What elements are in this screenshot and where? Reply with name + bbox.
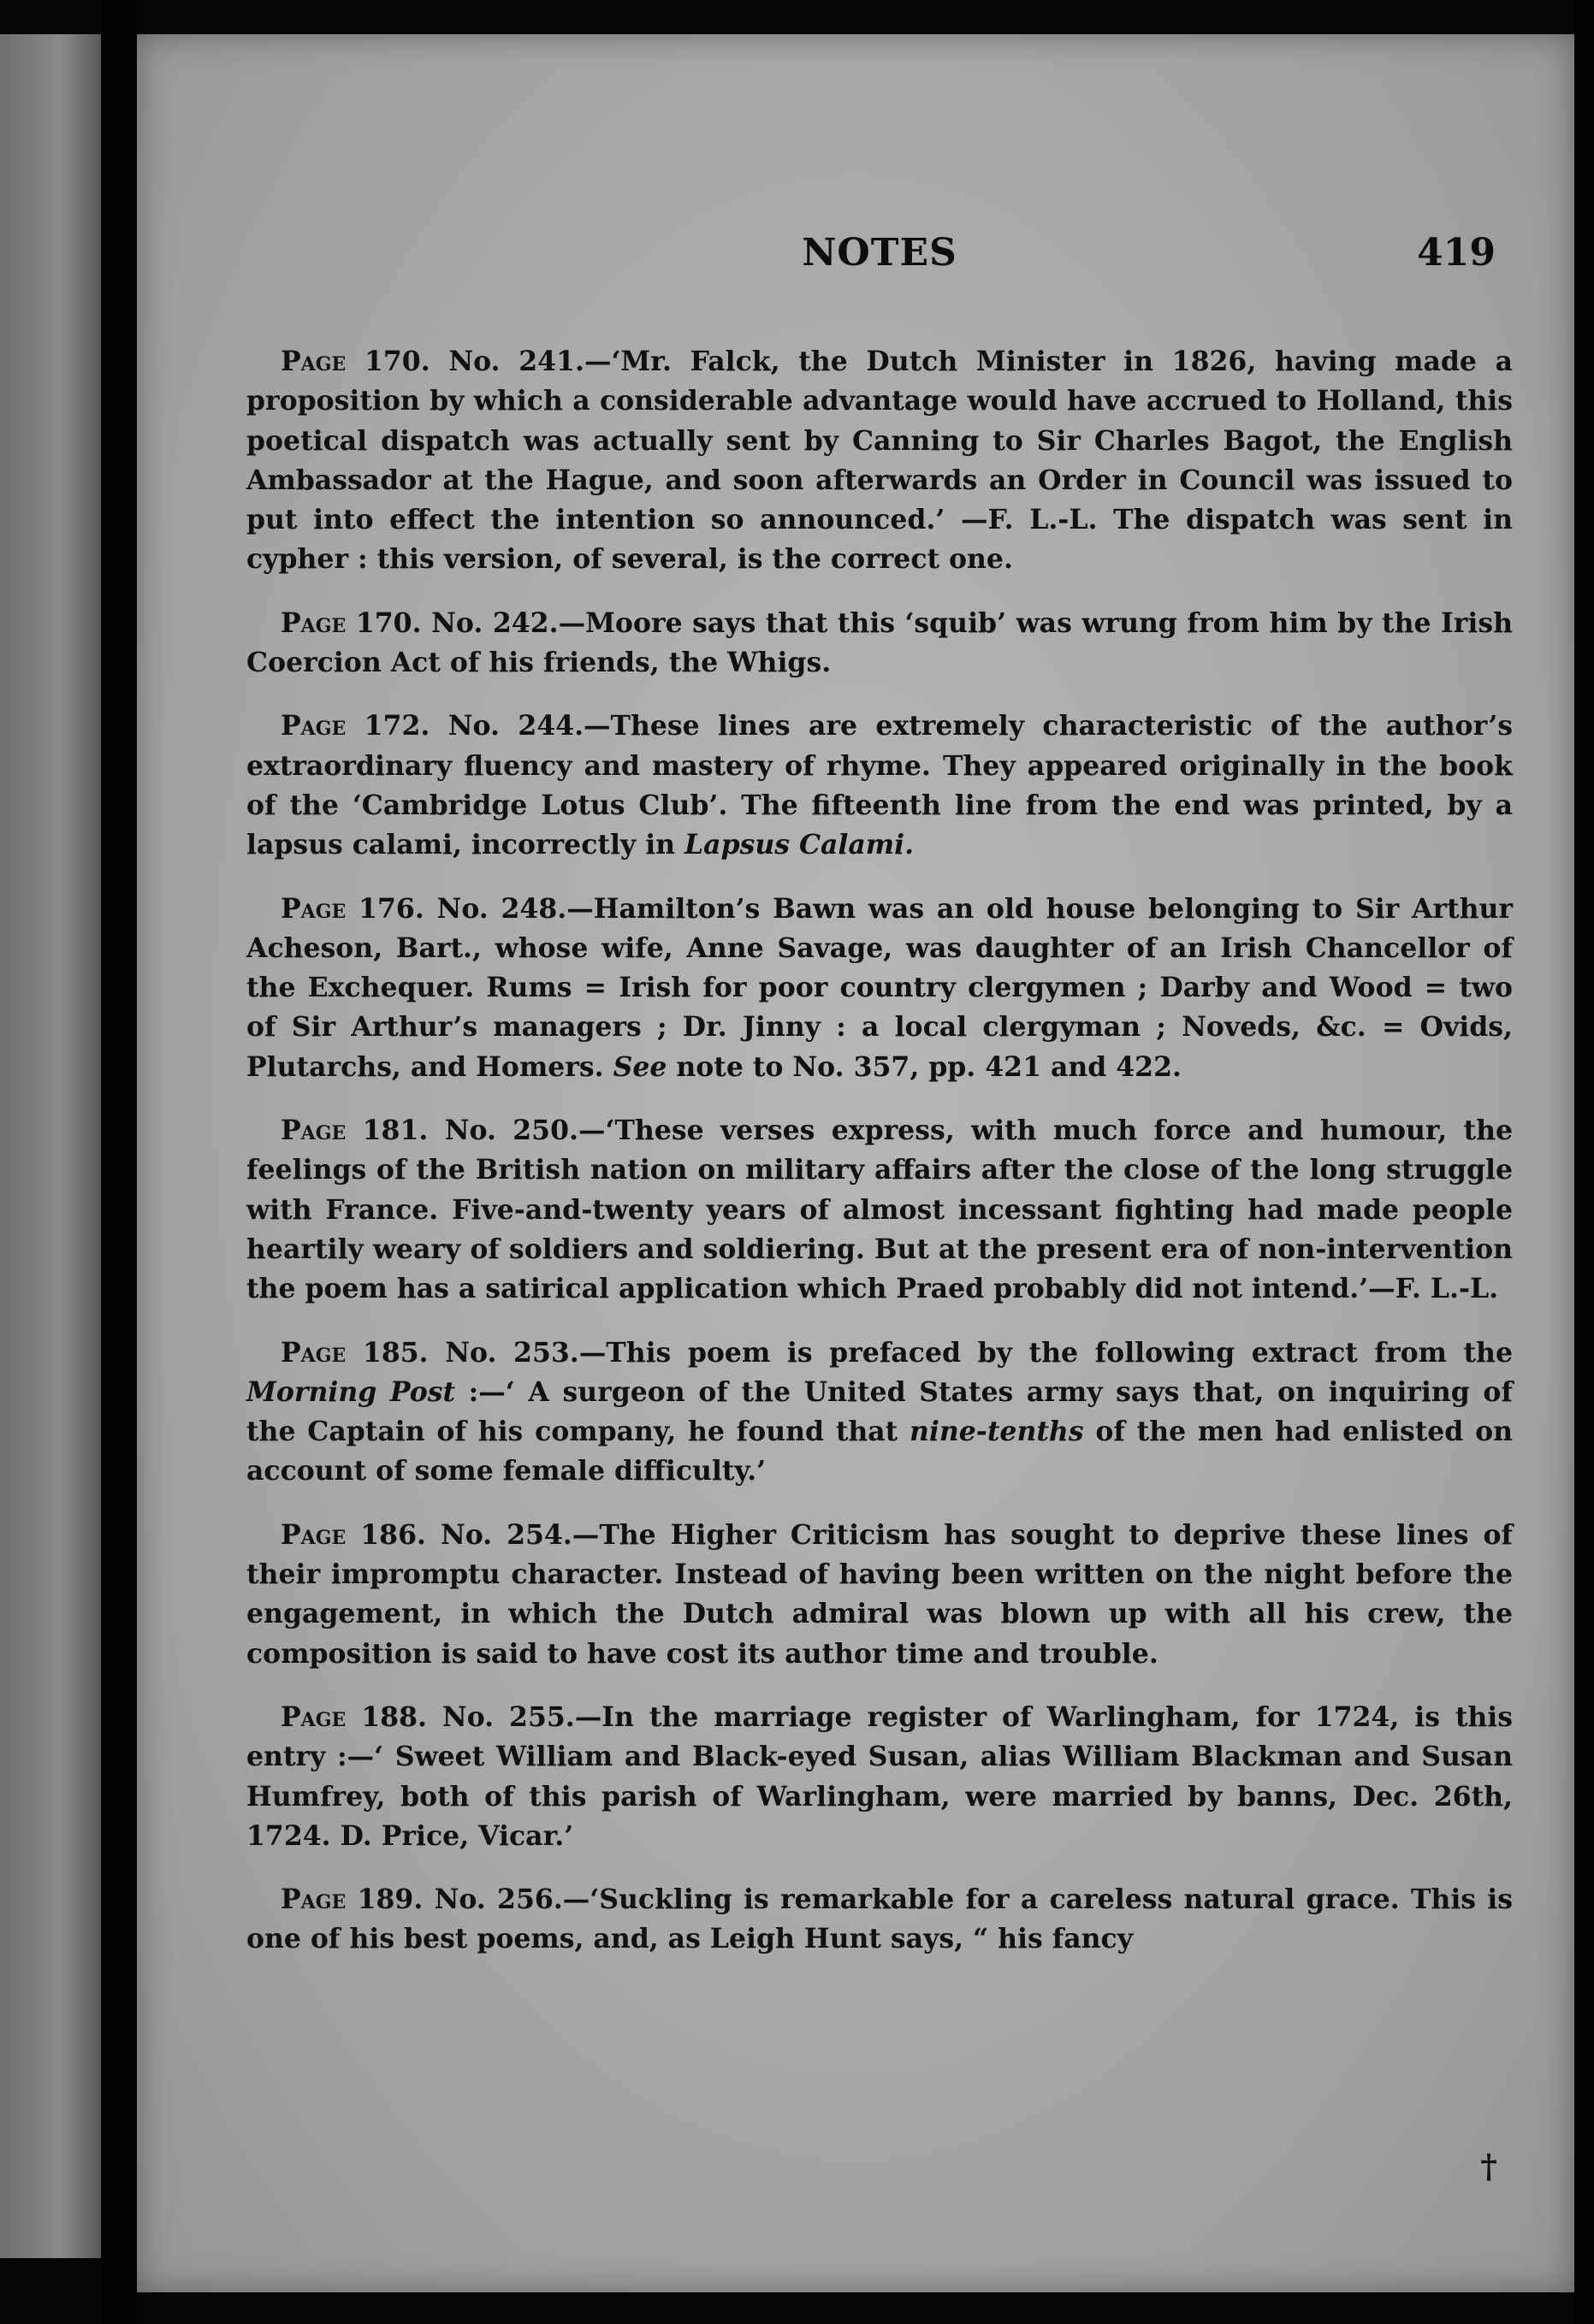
note-italic-text: nine-tenths xyxy=(910,1416,1084,1448)
note-paragraph xyxy=(246,890,1513,1087)
note-paragraph xyxy=(246,1880,1513,1960)
note-page-ref: Page 185. xyxy=(281,1336,429,1369)
note-text: —‘Suckling is remarkable for a careless natural grace. This is one of his best poems, and, as Leigh Hunt says, “ his fancy xyxy=(246,1883,1513,1955)
note-text: —This poem is prefaced by the following extract from the xyxy=(578,1336,1513,1369)
note-number: No. 241. xyxy=(448,346,584,377)
note-page-ref: Page 189. xyxy=(281,1883,424,1916)
note-paragraph xyxy=(246,1516,1513,1674)
notes-body xyxy=(246,342,1513,1984)
note-number: No. 254. xyxy=(440,1518,572,1551)
note-paragraph xyxy=(246,707,1513,865)
note-text: note to No. 357, pp. 421 and 422. xyxy=(667,1050,1182,1083)
note-number: No. 253. xyxy=(445,1336,579,1369)
note-text: —‘These verses express, with much force and humour, the feelings of the British nation on military affairs after the close of the long struggle with France. Five-and-twenty years of almost incessant fighting had made people heartily weary of soldiers and soldiering. But at the present era of non-intervention the poem has a satirical application which Praed probably did not intend.’—F. L.-L. xyxy=(246,1115,1514,1305)
scan-border xyxy=(1574,0,1594,2324)
note-number: No. 255. xyxy=(441,1700,575,1733)
note-italic-text: Morning Post xyxy=(246,1375,456,1408)
note-text: —In the marriage register of Warlingham, for 1724, is this entry :—‘ Sweet William and Black-eyed Susan, alias William Blackman and Susan Humfrey, both of this parish of Warlingham, were married by banns, Dec. 26th, 1724. D. Price, Vicar.’ xyxy=(246,1700,1514,1852)
note-text: :—‘ A surgeon of the United States army says that, on inquiring of the Captain of his company, he found that xyxy=(246,1375,1513,1448)
note-page-ref: Page 170. xyxy=(281,346,430,377)
note-number: No. 256. xyxy=(434,1883,563,1916)
note-page-ref: Page 186. xyxy=(281,1518,426,1551)
note-page-ref: Page 170. xyxy=(281,606,422,639)
note-text: —The Higher Criticism has sought to deprive these lines of their impromptu character. Instead of having been written on the night before the engagement, in which the Dutch admiral was blown up with all his crew, the composition is said to have cost its author time and trouble. xyxy=(246,1518,1514,1670)
note-text: —Hamilton’s Bawn was an old house belonging to Sir Arthur Acheson, Bart., whose wife, Anne Savage, was daughter of an Irish Chancellor of the Exchequer. Rums = Irish for poor country clergymen ; Darby and Wood = two of Sir Arthur’s managers ; Dr. Jinny : a local clergyman ; Noveds, &c. = Ovids, Plutarchs, and Homers. xyxy=(246,892,1513,1083)
note-number: No. 250. xyxy=(444,1115,578,1147)
note-italic-text: Lapsus Calami. xyxy=(684,829,915,861)
note-text: —These lines are extremely characteristic of the author’s extraordinary fluency and mastery of rhyme. They appeared originally in the book of the ‘Cambridge Lotus Club’. The fifteenth line from the end was printed, by a lapsus calami, incorrectly in xyxy=(246,710,1514,861)
note-paragraph xyxy=(246,1111,1513,1309)
note-paragraph xyxy=(246,604,1513,683)
note-page-ref: Page 176. xyxy=(281,892,424,925)
facing-page-edge xyxy=(0,34,101,2258)
note-number: No. 242. xyxy=(431,606,559,639)
note-page-ref: Page 181. xyxy=(281,1115,429,1147)
signature-mark: † xyxy=(1480,2147,1497,2185)
running-head: NOTES xyxy=(802,231,957,275)
note-number: No. 248. xyxy=(436,892,567,925)
note-italic-text: See xyxy=(613,1050,667,1083)
note-page-ref: Page 188. xyxy=(281,1700,427,1733)
book-page xyxy=(137,34,1574,2292)
note-paragraph xyxy=(246,342,1513,580)
book-gutter xyxy=(101,0,137,2324)
page-header xyxy=(246,231,1513,291)
note-text: —Moore says that this ‘squib’ was wrung from him by the Irish Coercion Act of his friends, the Whigs. xyxy=(246,606,1513,679)
page-number: 419 xyxy=(1417,231,1496,275)
note-text: —‘Mr. Falck, the Dutch Minister in 1826, having made a proposition by which a considerable advantage would have accrued to Holland, this poetical dispatch was actually sent by Canning to Sir Charles Bagot, the English Ambassador at the Hague, and soon afterwards an Order in Council was issued to put into effect the intention so announced.’ —F. L.-L. The dispatch was sent in cypher : this version, of several, is the correct one. xyxy=(246,346,1513,576)
note-paragraph xyxy=(246,1333,1513,1492)
note-paragraph xyxy=(246,1698,1513,1856)
note-text: of the men had enlisted on account of some female difficulty.’ xyxy=(246,1416,1513,1487)
note-page-ref: Page 172. xyxy=(281,710,430,742)
note-number: No. 244. xyxy=(447,710,584,742)
